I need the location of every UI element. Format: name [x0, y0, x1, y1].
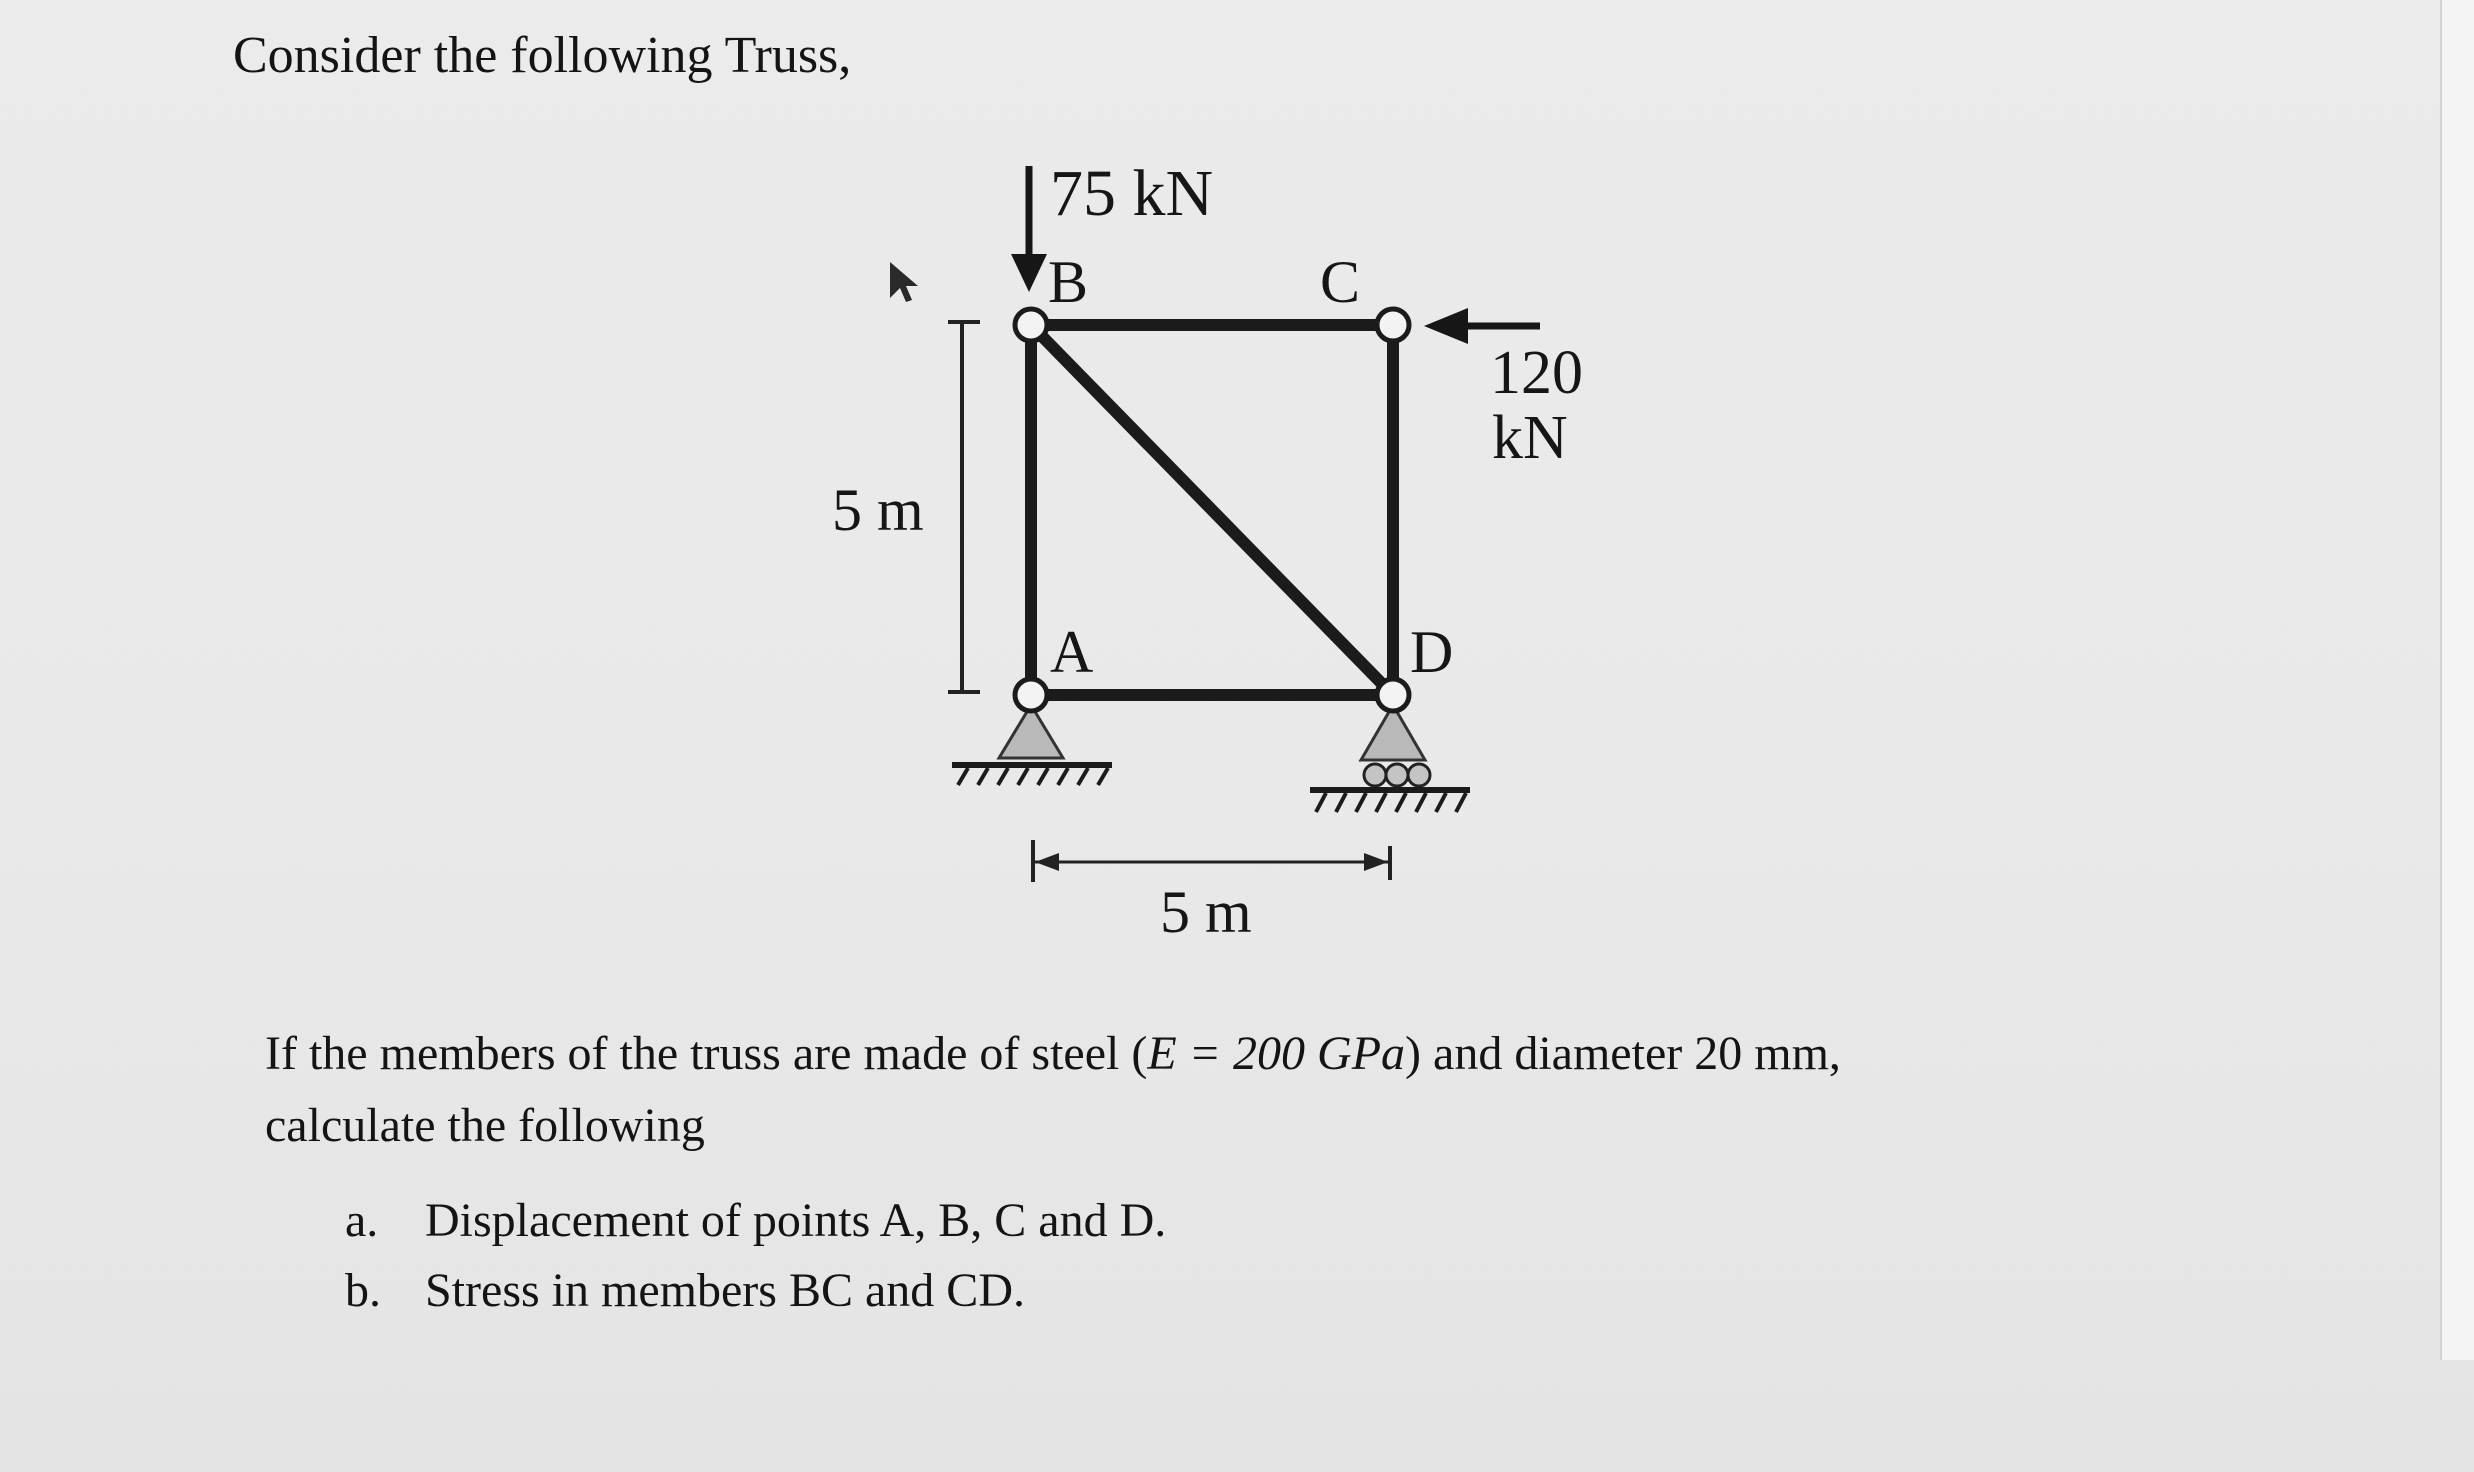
- width-label: 5 m: [1160, 879, 1252, 945]
- page-title: Consider the following Truss,: [233, 27, 852, 84]
- list-item: [345, 1186, 1166, 1256]
- width-dimension-line: [1033, 840, 1390, 882]
- node-label-d: D: [1410, 619, 1454, 685]
- problem-statement: [265, 1018, 2165, 1162]
- problem-intro: If the members of the truss are made of steel (: [265, 1027, 1148, 1080]
- list-item: [345, 1256, 1166, 1326]
- task-text: Stress in members BC and CD.: [425, 1264, 1025, 1317]
- problem-diameter: ) and diameter 20 mm,: [1405, 1027, 1841, 1080]
- downward-load-arrow-icon: [1011, 166, 1047, 292]
- pin-support-a: [952, 705, 1112, 785]
- problem-line-2: calculate the following: [265, 1099, 705, 1152]
- roller-support-d: [1310, 705, 1470, 812]
- node-label-a: A: [1050, 619, 1094, 685]
- height-dimension-line: [948, 322, 980, 692]
- task-list: [345, 1186, 1166, 1326]
- joint-a: [1015, 679, 1047, 711]
- list-marker: b.: [345, 1264, 381, 1317]
- horizontal-load-value: 120: [1490, 339, 1583, 407]
- horizontal-load-unit: kN: [1492, 404, 1568, 472]
- joint-c: [1377, 309, 1409, 341]
- modulus-expression: E = 200 GPa: [1147, 1027, 1406, 1080]
- vertical-load-label: 75 kN: [1050, 157, 1214, 230]
- joint-b: [1015, 309, 1047, 341]
- list-marker: a.: [345, 1194, 379, 1247]
- node-label-b: B: [1048, 249, 1089, 315]
- mouse-cursor-icon: [890, 262, 918, 302]
- height-label: 5 m: [832, 477, 924, 543]
- task-text: Displacement of points A, B, C and D.: [425, 1194, 1167, 1247]
- joint-d: [1377, 679, 1409, 711]
- node-label-c: C: [1320, 249, 1361, 315]
